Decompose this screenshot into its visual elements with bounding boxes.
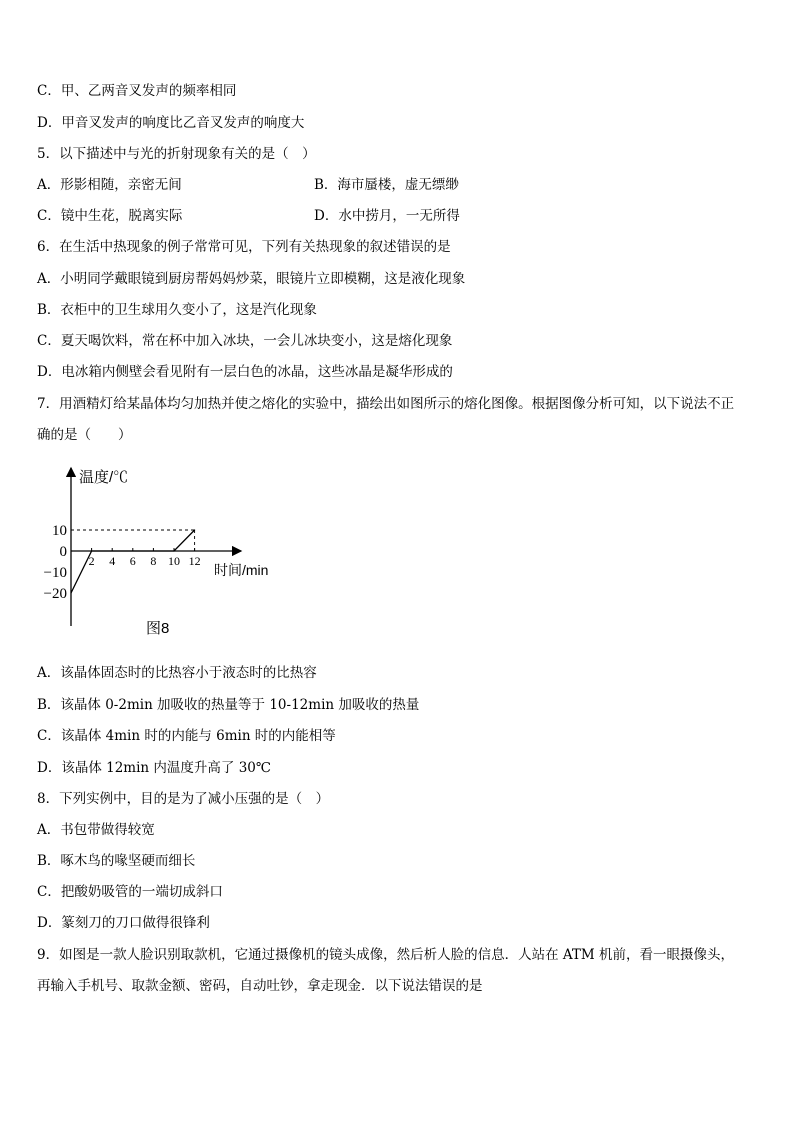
q6-stem: 6．在生活中热现象的例子常常可见，下列有关热现象的叙述错误的是 bbox=[37, 239, 451, 255]
q5-option-c: C．镜中生花，脱离实际 bbox=[37, 208, 183, 224]
q8-option-c: C．把酸奶吸管的一端切成斜口 bbox=[37, 884, 223, 900]
q6-option-d: D．电冰箱内侧壁会看见附有一层白色的冰晶，这些冰晶是凝华形成的 bbox=[37, 364, 453, 380]
data-point bbox=[173, 550, 174, 551]
q8-option-d: D．篆刻刀的刀口做得很锋利 bbox=[37, 915, 210, 931]
data-point bbox=[91, 550, 92, 551]
q7-stem-line1: 7．用酒精灯给某晶体均匀加热并使之熔化的实验中，描绘出如图所示的熔化图像。根据图像分析可知，以下说法不正 bbox=[37, 396, 735, 412]
melting-graph-svg bbox=[34, 458, 294, 638]
q7-option-c: C．该晶体 4min 时的内能与 6min 时的内能相等 bbox=[37, 728, 336, 744]
x-tick-label: 4 bbox=[109, 554, 116, 568]
y-tick-label: 10 bbox=[52, 523, 67, 539]
q9-stem-line1: 9．如图是一款人脸识别取款机，它通过摄像机的镜头成像，然后析人脸的信息．人站在 ATM 机前，看一眼摄像头， bbox=[37, 947, 735, 963]
y-tick-label: −20 bbox=[43, 586, 67, 602]
x-tick-label: 8 bbox=[150, 554, 157, 568]
q4-option-c: C．甲、乙两音叉发声的频率相同 bbox=[37, 83, 237, 99]
q7-option-a: A．该晶体固态时的比热容小于液态时的比热容 bbox=[37, 665, 317, 681]
q6-option-c: C．夏天喝饮料，常在杯中加入冰块，一会儿冰块变小，这是熔化现象 bbox=[37, 333, 453, 349]
q7-stem-line2: 确的是（ ） bbox=[37, 427, 132, 443]
y-axis-label: 温度/℃ bbox=[79, 469, 129, 486]
figure-caption: 图8 bbox=[146, 620, 170, 637]
data-point bbox=[194, 529, 195, 530]
q8-option-b: B．啄木鸟的喙坚硬而细长 bbox=[37, 853, 196, 869]
x-axis-label: 时间/min bbox=[214, 562, 269, 578]
x-tick-label: 10 bbox=[168, 554, 180, 568]
q9-stem-line2: 再输入手机号、取款金额、密码，自动吐钞，拿走现金．以下说法错误的是 bbox=[37, 978, 483, 994]
q6-option-a: A．小明同学戴眼镜到厨房帮妈妈炒菜，眼镜片立即模糊，这是液化现象 bbox=[37, 271, 466, 287]
q5-option-d: D．水中捞月，一无所得 bbox=[314, 208, 460, 224]
q8-stem: 8．下列实例中，目的是为了减小压强的是（ ） bbox=[37, 791, 330, 807]
q5-stem: 5．以下描述中与光的折射现象有关的是（ ） bbox=[37, 146, 316, 162]
y-tick-label: −10 bbox=[43, 565, 67, 581]
melting-graph bbox=[34, 458, 294, 638]
q7-option-d: D．该晶体 12min 内温度升高了 30℃ bbox=[37, 760, 271, 776]
y-tick-label: 0 bbox=[59, 544, 67, 560]
q8-option-a: A．书包带做得较宽 bbox=[37, 822, 155, 838]
q5-option-b: B．海市蜃楼，虚无缥缈 bbox=[314, 177, 459, 193]
x-tick-label: 12 bbox=[188, 554, 201, 568]
q5-option-a: A．形影相随，亲密无间 bbox=[37, 177, 182, 193]
x-tick-label: 2 bbox=[88, 554, 95, 568]
q7-option-b: B．该晶体 0-2min 加吸收的热量等于 10-12min 加吸收的热量 bbox=[37, 697, 420, 713]
x-tick-label: 6 bbox=[129, 554, 136, 568]
q4-option-d: D．甲音叉发声的响度比乙音叉发声的响度大 bbox=[37, 115, 305, 131]
data-point bbox=[70, 592, 71, 593]
q6-option-b: B．衣柜中的卫生球用久变小了，这是汽化现象 bbox=[37, 302, 317, 318]
